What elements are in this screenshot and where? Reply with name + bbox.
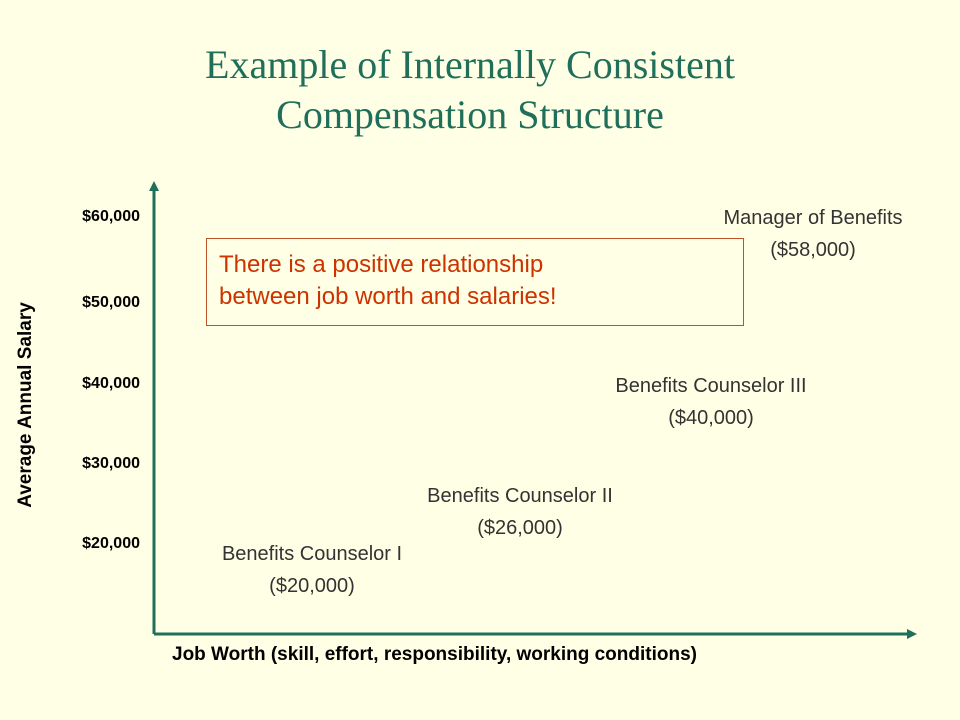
point-value: ($26,000) xyxy=(477,517,563,539)
callout-line-2: between job worth and salaries! xyxy=(219,283,557,310)
callout-line-1: There is a positive relationship xyxy=(219,251,544,278)
y-tick-label: $50,000 xyxy=(82,294,140,311)
point-value: ($40,000) xyxy=(668,407,754,429)
point-value: ($20,000) xyxy=(269,575,355,597)
point-name: Manager of Benefits xyxy=(723,207,903,229)
data-point-label xyxy=(427,480,613,544)
y-tick-label: $20,000 xyxy=(82,535,140,552)
point-name: Benefits Counselor III xyxy=(615,375,807,397)
data-point-label xyxy=(615,370,806,434)
title-line-2: Compensation Structure xyxy=(276,92,664,137)
y-axis-label: Average Annual Salary xyxy=(15,302,36,508)
point-name: Benefits Counselor II xyxy=(427,485,613,507)
y-tick-label: $60,000 xyxy=(82,208,140,225)
x-axis-label: Job Worth (skill, effort, responsibility, working conditions) xyxy=(172,644,697,665)
data-point-label xyxy=(222,538,402,602)
callout-box xyxy=(206,238,744,326)
point-value: ($58,000) xyxy=(770,239,856,261)
y-tick-label: $30,000 xyxy=(82,455,140,472)
data-point-label xyxy=(724,202,903,266)
y-tick-label: $40,000 xyxy=(82,375,140,392)
point-name: Benefits Counselor I xyxy=(221,543,403,565)
title-line-1: Example of Internally Consistent xyxy=(205,42,735,87)
